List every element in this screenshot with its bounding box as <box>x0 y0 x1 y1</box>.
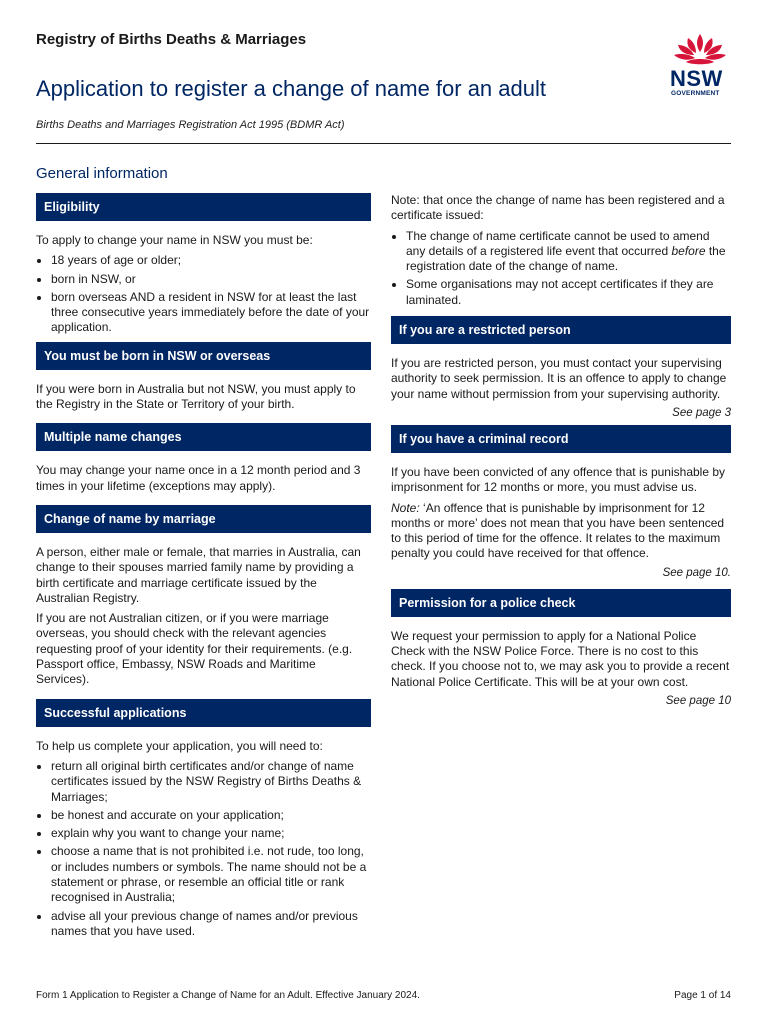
list-item: • explain why you want to change your name; <box>51 826 371 841</box>
footer-form-info: Form 1 Application to Register a Change of Name for an Adult. Effective January 2024. <box>36 990 420 1001</box>
list-item: • born in NSW, or <box>51 272 371 287</box>
header-divider <box>36 143 731 144</box>
footer-page-number: Page 1 of 14 <box>674 990 731 1001</box>
eligibility-list <box>36 253 371 335</box>
criminal-see-page: See page 10. <box>662 566 731 579</box>
waratah-icon <box>668 32 732 66</box>
list-item: • Some organisations may not accept certificates if they are laminated. <box>406 277 731 308</box>
list-item: • choose a name that is not prohibited i.e. not rude, too long, or includes numbers or symbols. The name should not be a statement or phrase, or resemble an official title or rank recognised in Australia; <box>51 844 371 905</box>
born-text: If you were born in Australia but not NSW, you must apply to the Registry in the State or Territory of your birth. <box>36 381 356 412</box>
list-item: • advise all your previous change of names and/or previous names that you have used. <box>51 909 371 940</box>
multiple-heading: Multiple name changes <box>36 423 371 451</box>
logo-subtext: GOVERNMENT <box>671 90 720 97</box>
right-column <box>391 193 731 713</box>
born-heading: You must be born in NSW or overseas <box>36 342 371 370</box>
police-see-page: See page 10 <box>665 694 731 707</box>
list-item: • 18 years of age or older; <box>51 253 371 268</box>
left-column <box>36 193 371 945</box>
marriage-text-1: A person, either male or female, that marries in Australia, can change to their spouses married family name by providing a birth certificate and marriage certificate issued by the Australian Registry. <box>36 544 361 605</box>
successful-intro: To help us complete your application, you will need to: <box>36 738 323 753</box>
police-heading: Permission for a police check <box>391 589 731 617</box>
criminal-text: If you have been convicted of any offence that is punishable by imprisonment for 12 months or more, you must advise us. <box>391 464 726 495</box>
multiple-text: You may change your name once in a 12 month period and 3 times in your lifetime (exceptions may apply). <box>36 463 361 493</box>
restricted-see-page: See page 3 <box>672 406 731 419</box>
org-name: Registry of Births Deaths & Marriages <box>36 31 307 48</box>
eligibility-heading: Eligibility <box>36 193 371 221</box>
restricted-text: If you are restricted person, you must contact your supervising authority to seek permission. It is an offence to apply to change your name without permission from your supervising authority. <box>391 356 727 401</box>
nsw-government-logo <box>668 32 732 98</box>
eligibility-intro: To apply to change your name in NSW you must be: <box>36 233 313 247</box>
police-text: We request your permission to apply for a National Police Check with the NSW Police Force. There is no cost to this check. If you choose not to, we may ask you to provide a recent National Police Certificate. This will be at your own cost. <box>391 628 730 689</box>
restricted-heading: If you are a restricted person <box>391 316 731 344</box>
list-item: • born overseas AND a resident in NSW for at least the last three consecutive years immediately before the date of your application. <box>51 290 371 336</box>
list-item: • be honest and accurate on your application; <box>51 808 371 823</box>
list-item: • return all original birth certificates and/or change of name certificates issued by the NSW Registry of Births Deaths & Marriages; <box>51 759 371 805</box>
successful-heading: Successful applications <box>36 699 371 727</box>
criminal-heading: If you have a criminal record <box>391 425 731 453</box>
marriage-heading: Change of name by marriage <box>36 505 371 533</box>
page-title: Application to register a change of name for an adult <box>36 76 546 101</box>
logo-wordmark: NSW <box>670 66 723 91</box>
criminal-note: Note: ‘An offence that is punishable by imprisonment for 12 months or more’ does not mean that you have been sentenced to this period of time for the offence. It relates to the maximum penalty you could have received for that offence. <box>391 500 725 561</box>
list-item: • The change of name certificate cannot be used to amend any details of a registered life event that occurred before the registration date of the change of name. <box>406 229 731 275</box>
successful-list <box>36 759 371 939</box>
section-title: General information <box>36 165 168 182</box>
note-list <box>391 229 731 308</box>
marriage-text-2: If you are not Australian citizen, or if you were marriage overseas, you should check with the relevant agencies requesting proof of your identity for their requirements. (e.g. Passport office, Embassy, NSW Roads and Maritime Services). <box>36 611 353 687</box>
act-reference: Births Deaths and Marriages Registration Act 1995 (BDMR Act) <box>36 119 345 131</box>
note-intro: Note: that once the change of name has been registered and a certificate issued: <box>391 193 725 223</box>
